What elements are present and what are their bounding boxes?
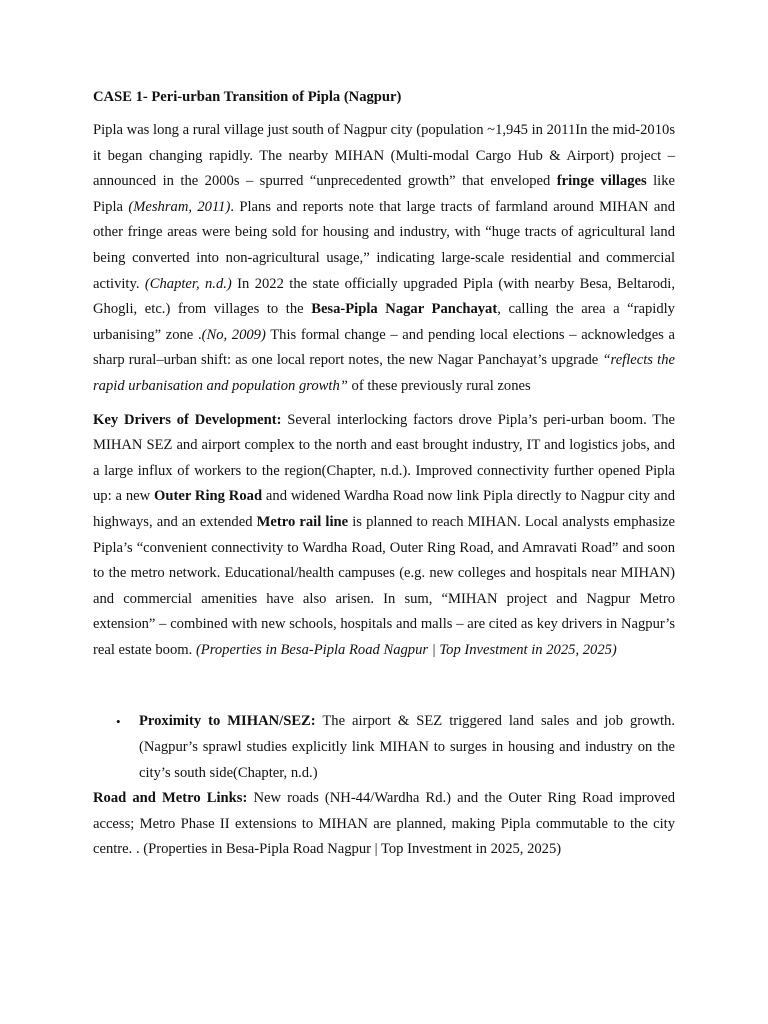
- list-item: [116, 709, 675, 786]
- citation: (No, 2009): [201, 326, 266, 343]
- text-run: like Pipla: [93, 173, 675, 215]
- paragraph-intro: [93, 118, 675, 400]
- bullet-icon: •: [116, 714, 121, 730]
- section-lead: Road and Metro Links:: [93, 790, 248, 807]
- spacer: [93, 671, 675, 709]
- text-run: , calling the area a “rapidly urbanising” zone .: [93, 301, 675, 343]
- bold-run: fringe villages: [556, 173, 647, 190]
- text-run: New roads (NH-44/Wardha Rd.) and the Outer Ring Road improved access; Metro Phase II extensions to MIHAN are planned, making Pipla commutable to the city centre. . (Properties in Besa-Pipla Road Nagpur | Top Investment in 2025, 2025): [93, 790, 675, 858]
- citation: (Properties in Besa-Pipla Road Nagpur | Top Investment in 2025, 2025): [195, 641, 617, 658]
- text-run: . Plans and reports note that large tracts of farmland around MIHAN and other fringe areas were being sold for housing and industry, with “huge tracts of agricultural land being converted into non-agricultural usage,” indicating large-scale residential and commercial activity.: [93, 198, 676, 292]
- text-run: Several interlocking factors drove Pipla’s peri-urban boom. The MIHAN SEZ and airport complex to the north and east brought industry, IT and logistics jobs, and a large influx of workers to the region(Chapter, n.d.). Improved connectivity further opened Pipla up: a new: [93, 411, 675, 505]
- bold-run: Outer Ring Road: [154, 488, 263, 505]
- text-run: of these previously rural zones: [347, 377, 531, 394]
- bullet-list: [93, 709, 675, 786]
- text-run: is planned to reach MIHAN. Local analysts emphasize Pipla’s “convenient connectivity to Wardha Road, Outer Ring Road, and Amravati Road” and soon to the metro network. Educational/health campuses (e.g. new colleges and hospitals near MIHAN) and commercial amenities have also arisen. In sum, “MIHAN project and Nagpur Metro extension” – combined with new schools, hospitals and malls – are cited as key drivers in Nagpur’s real estate boom.: [93, 513, 675, 658]
- section-lead: Key Drivers of Development:: [93, 411, 282, 428]
- bold-run: Metro rail line: [256, 513, 349, 530]
- paragraph-key-drivers: [93, 408, 675, 664]
- case-title: CASE 1- Peri-urban Transition of Pipla (Nagpur): [93, 89, 402, 105]
- text-run: In 2022 the state officially upgraded Pipla (with nearby Besa, Beltarodi, Ghogli, etc.) from villages to the: [93, 275, 675, 318]
- bold-run: Proximity to MIHAN/SEZ:: [139, 713, 316, 730]
- quote: “reflects the rapid urbanisation and population growth”: [93, 352, 675, 394]
- text-run: and widened Wardha Road now link Pipla directly to Nagpur city and highways, and an extended: [93, 488, 676, 530]
- text-run: Pipla was long a rural village just south of Nagpur city (population ~1,945 in 2011In the mid-2010s it began changing rapidly. The nearby MIHAN (Multi-modal Cargo Hub & Airport) project – announced in the 2000s – spurred “unprecedented growth” that enveloped: [93, 122, 675, 190]
- text-run: This formal change – and pending local elections – acknowledges a sharp rural–urban shift: as one local report notes, the new Nagar Panchayat’s upgrade: [93, 326, 675, 369]
- text-run: The airport & SEZ triggered land sales and job growth. (Nagpur’s sprawl studies explicitly link MIHAN to surges in housing and industry on the city’s south side(Chapter, n.d.): [139, 713, 675, 781]
- citation: (Meshram, 2011): [128, 198, 231, 215]
- document-page: [93, 86, 675, 871]
- paragraph-road-metro: [93, 786, 675, 863]
- bold-run: Besa-Pipla Nagar Panchayat: [311, 301, 498, 318]
- citation: (Chapter, n.d.): [144, 275, 232, 292]
